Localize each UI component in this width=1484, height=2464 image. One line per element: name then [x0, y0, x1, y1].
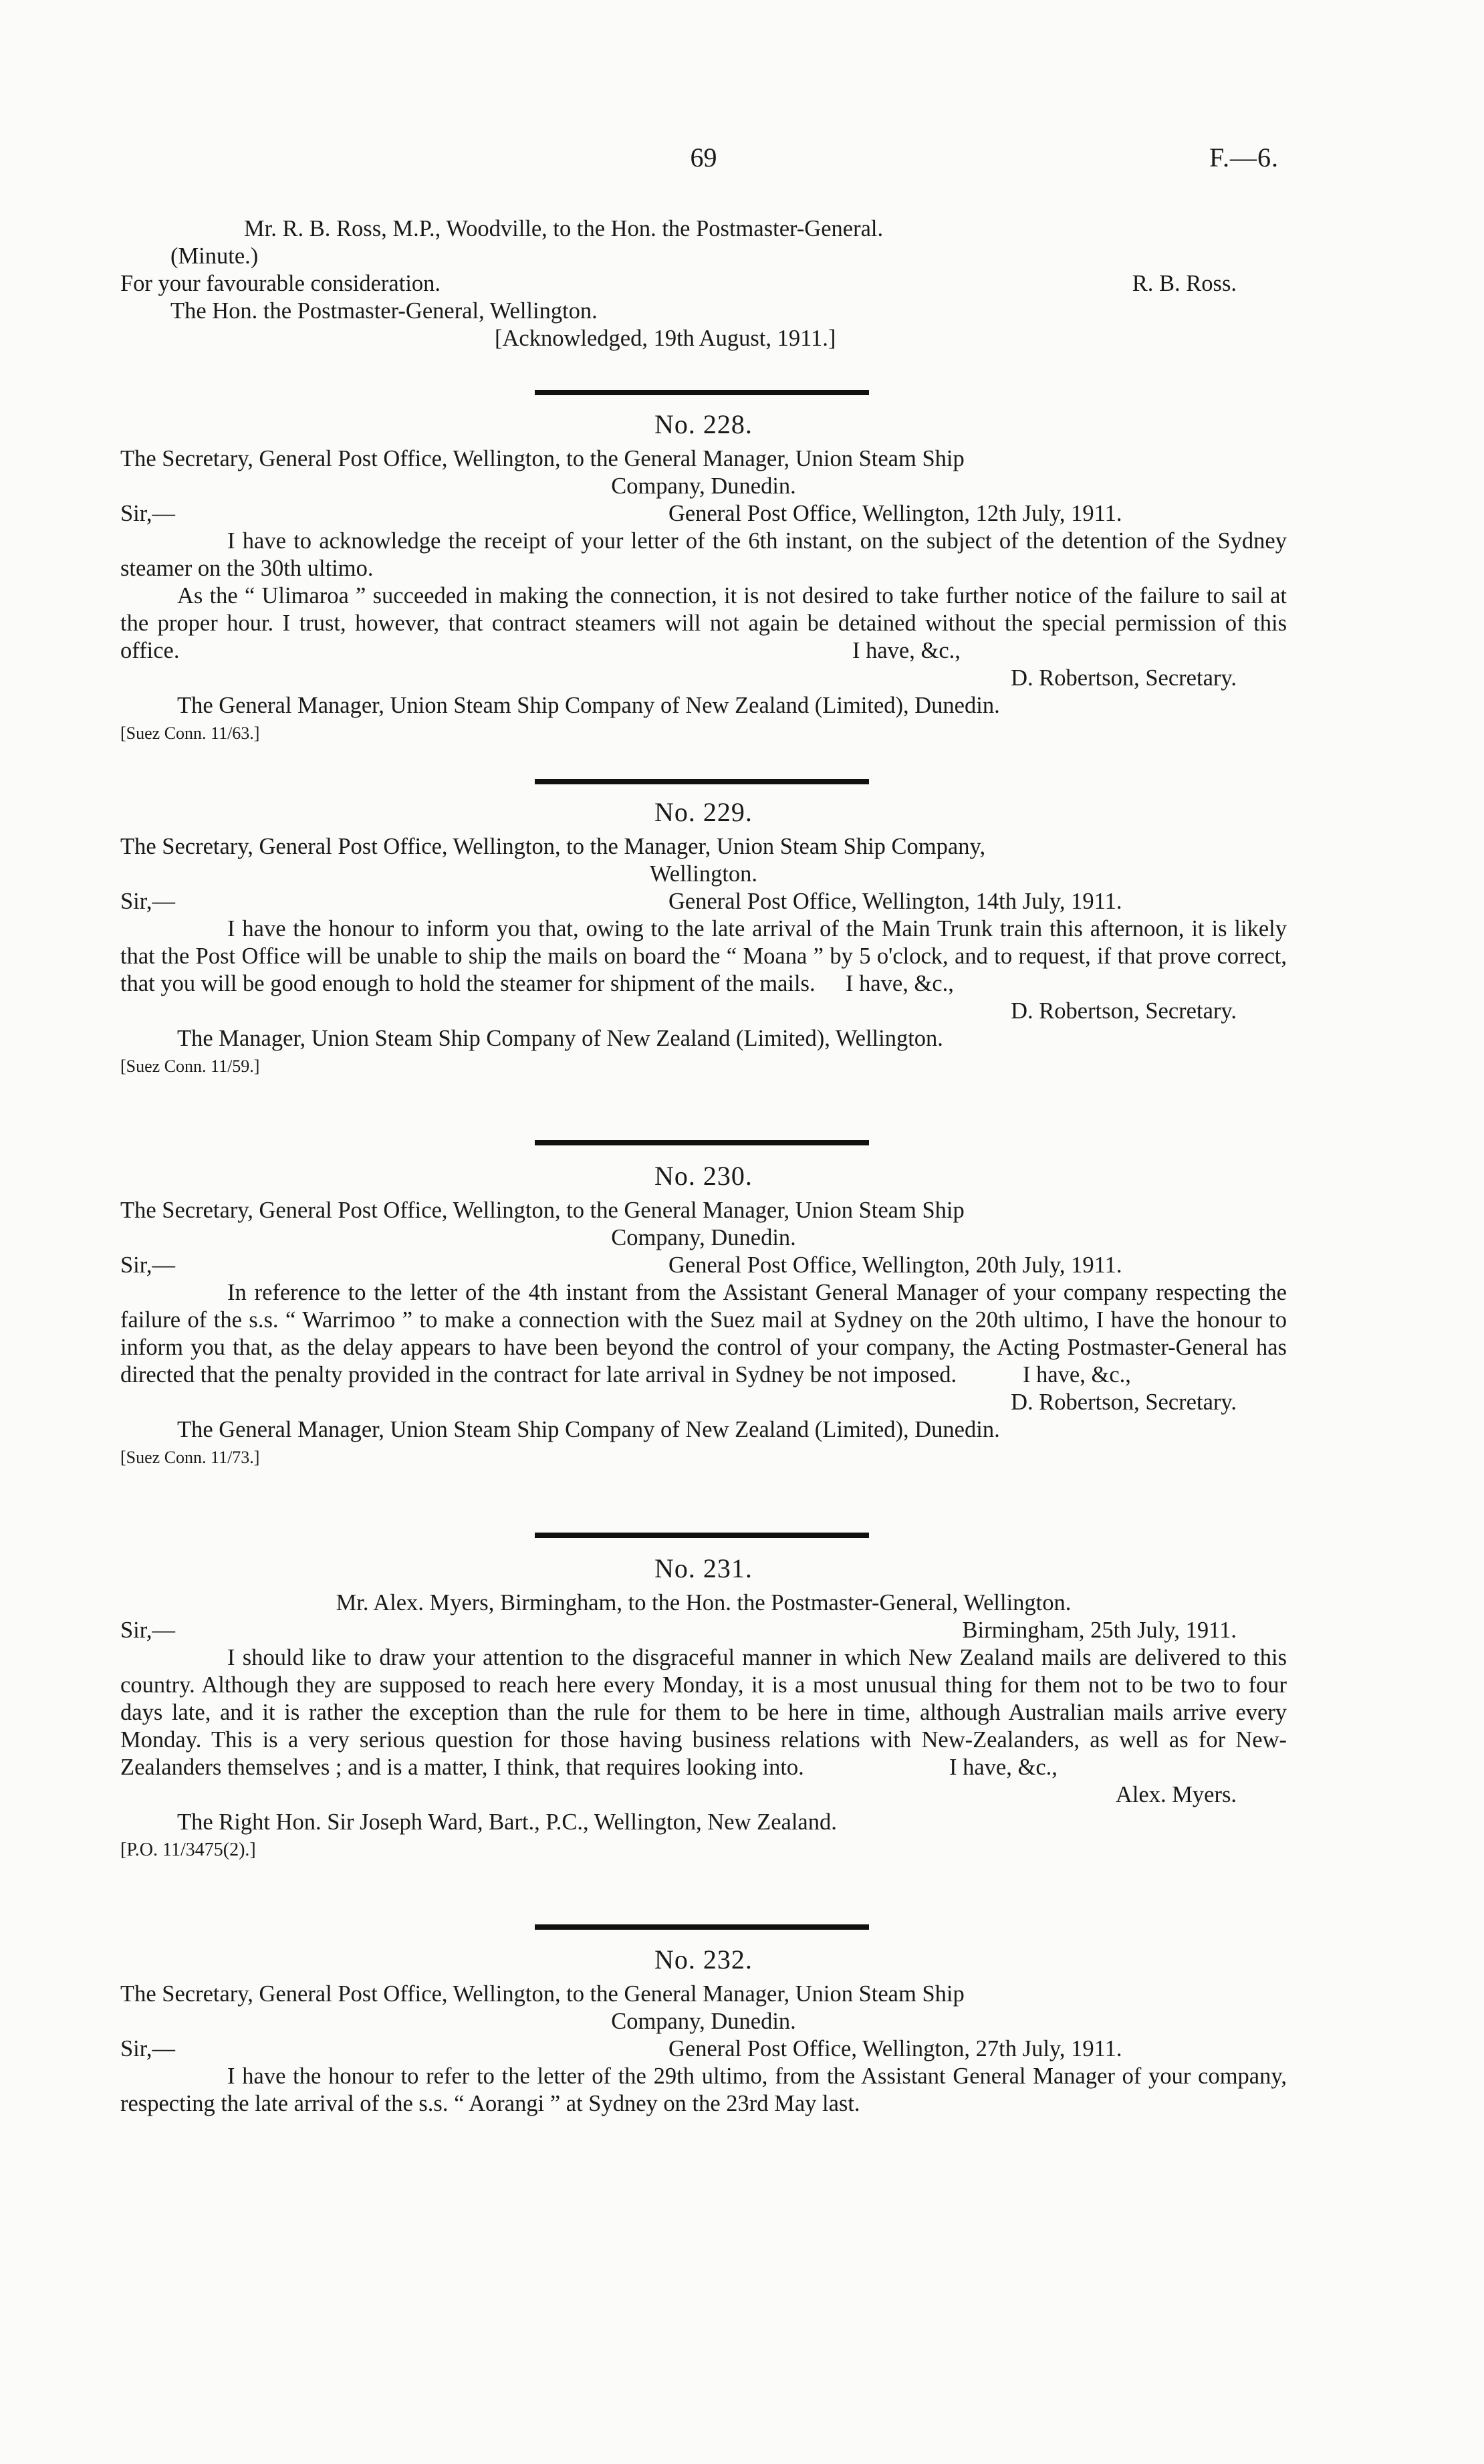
minute-label: (Minute.) — [170, 243, 259, 269]
letter-number: No. 229. — [654, 797, 753, 827]
addressee: The General Manager, Union Steam Ship Company of New Zealand (Limited), Dunedin. — [177, 1417, 1000, 1442]
letter-heading-cont: Company, Dunedin. — [611, 1225, 796, 1250]
letter-heading: The Secretary, General Post Office, Wellington, to the General Manager, Union Steam Ship — [120, 1198, 965, 1223]
section-divider — [535, 1140, 869, 1145]
dateline: General Post Office, Wellington, 12th July, 1911. — [668, 501, 1122, 526]
paragraph: I should like to draw your attention to the disgraceful manner in which New Zealand mails are delivered to this country. Although they are supposed to reach here every Monday, it is a most unusual thing for them not to be two to four days late, and it is rather the exception than the rule for them to be here in time, although Australian mails arrive every Monday. This is a very serious question for those having business relations with New-Zealanders, as well as for New-Zealanders themselves ; and is a matter, I think, that requires looking into. — [120, 1645, 1287, 1780]
signature: D. Robertson, Secretary. — [1011, 665, 1237, 691]
section-divider — [535, 779, 869, 784]
minute-heading: Mr. R. B. Ross, M.P., Woodville, to the Hon. the Postmaster-General. — [244, 216, 884, 241]
letter-heading: Mr. Alex. Myers, Birmingham, to the Hon. the Postmaster-General, Wellington. — [336, 1590, 1072, 1615]
paragraph: In reference to the letter of the 4th instant from the Assistant General Manager of your company respecting the failure of the s.s. “ Warrimoo ” to make a connection with the Suez mail at Sydney on the 20th ultimo, I have the honour to inform you that, as the delay appears to have been beyond the control of your company, the Acting Postmaster-General has directed that the penalty provided in the contract for late arrival in Sydney be not imposed. — [120, 1280, 1287, 1387]
minute-addressee: The Hon. the Postmaster-General, Wellington. — [170, 298, 598, 324]
letter-231 — [120, 1553, 1287, 1864]
salutation: Sir,— — [120, 1252, 176, 1278]
document-reference: F.—6. — [1209, 142, 1279, 173]
dateline: General Post Office, Wellington, 14th July, 1911. — [668, 889, 1122, 914]
letter-228 — [120, 409, 1287, 747]
closing: I have, &c., — [949, 1755, 1058, 1780]
signature: D. Robertson, Secretary. — [1011, 998, 1237, 1024]
minute-section — [120, 215, 1287, 352]
letter-229 — [120, 797, 1287, 1080]
salutation: Sir,— — [120, 2036, 176, 2061]
signature: Alex. Myers. — [1115, 1782, 1237, 1807]
addressee: The Right Hon. Sir Joseph Ward, Bart., P.C., Wellington, New Zealand. — [177, 1809, 837, 1835]
file-reference: [Suez Conn. 11/73.] — [120, 1448, 260, 1467]
closing: I have, &c., — [846, 971, 954, 996]
salutation-line — [120, 2035, 1287, 2063]
letter-heading-cont: Company, Dunedin. — [611, 473, 796, 499]
closing: I have, &c., — [1023, 1362, 1131, 1387]
letter-heading-cont: Wellington. — [649, 861, 758, 887]
letter-number: No. 230. — [654, 1161, 753, 1191]
letter-body — [120, 2063, 1287, 2118]
salutation-line — [120, 1252, 1287, 1279]
closing-line — [120, 970, 1287, 998]
minute-body: For your favourable consideration. — [120, 271, 441, 296]
minute-acknowledged: [Acknowledged, 19th August, 1911.] — [495, 326, 836, 351]
section-divider — [535, 1924, 869, 1930]
dateline: General Post Office, Wellington, 20th July, 1911. — [668, 1252, 1122, 1278]
salutation: Sir,— — [120, 889, 176, 914]
letter-heading: The Secretary, General Post Office, Wellington, to the Manager, Union Steam Ship Company, — [120, 834, 986, 859]
letter-number: No. 232. — [654, 1944, 753, 1975]
paragraph: I have the honour to inform you that, owing to the late arrival of the Main Trunk train this afternoon, it is likely that the Post Office will be unable to ship the mails on board the “ Moana ” by 5 o'clock, and to request, if that prove correct, that you will be good enough to hold the steamer for shipment of the mails. — [120, 916, 1287, 996]
letter-number: No. 231. — [654, 1553, 753, 1583]
addressee: The General Manager, Union Steam Ship Company of New Zealand (Limited), Dunedin. — [177, 693, 1000, 718]
page-number: 69 — [690, 142, 717, 173]
dateline: Birmingham, 25th July, 1911. — [962, 1617, 1237, 1643]
file-reference: [Suez Conn. 11/63.] — [120, 723, 260, 743]
closing-line — [120, 1754, 1287, 1781]
letter-heading-cont: Company, Dunedin. — [611, 2009, 796, 2034]
addressee: The Manager, Union Steam Ship Company of New Zealand (Limited), Wellington. — [177, 1026, 943, 1051]
minute-body-line — [120, 270, 1287, 298]
paragraph: I have to acknowledge the receipt of your letter of the 6th instant, on the subject of the detention of the Sydney steamer on the 30th ultimo. — [120, 528, 1287, 581]
letter-heading: The Secretary, General Post Office, Wellington, to the General Manager, Union Steam Ship — [120, 1981, 965, 2007]
letter-232 — [120, 1944, 1287, 2118]
page-header — [120, 144, 1287, 177]
signature: D. Robertson, Secretary. — [1011, 1389, 1237, 1415]
salutation: Sir,— — [120, 501, 176, 526]
salutation-line — [120, 500, 1287, 528]
salutation-line — [120, 888, 1287, 915]
dateline: General Post Office, Wellington, 27th July, 1911. — [668, 2036, 1122, 2061]
letter-230 — [120, 1161, 1287, 1471]
closing: I have, &c., — [852, 638, 961, 663]
paragraph: As the “ Ulimaroa ” succeeded in making the connection, it is not desired to take further notice of the failure to sail at the proper hour. I trust, however, that contract steamers will not again be detained without the special permission of this office. — [120, 583, 1287, 663]
letter-heading: The Secretary, General Post Office, Wellington, to the General Manager, Union Steam Ship — [120, 446, 965, 471]
minute-signature: R. B. Ross. — [1132, 271, 1237, 296]
salutation-line — [120, 1617, 1287, 1644]
closing-line — [120, 637, 1287, 665]
file-reference: [Suez Conn. 11/59.] — [120, 1056, 260, 1076]
section-divider — [535, 390, 869, 395]
paragraph: I have the honour to refer to the letter of the 29th ultimo, from the Assistant General Manager of your company, respecting the late arrival of the s.s. “ Aorangi ” at Sydney on the 23rd May last. — [120, 2063, 1287, 2116]
section-divider — [535, 1533, 869, 1538]
closing-line — [120, 1361, 1287, 1389]
letter-number: No. 228. — [654, 409, 753, 439]
file-reference: [P.O. 11/3475(2).] — [120, 1839, 256, 1860]
salutation: Sir,— — [120, 1617, 176, 1643]
document-page — [120, 0, 1287, 2464]
